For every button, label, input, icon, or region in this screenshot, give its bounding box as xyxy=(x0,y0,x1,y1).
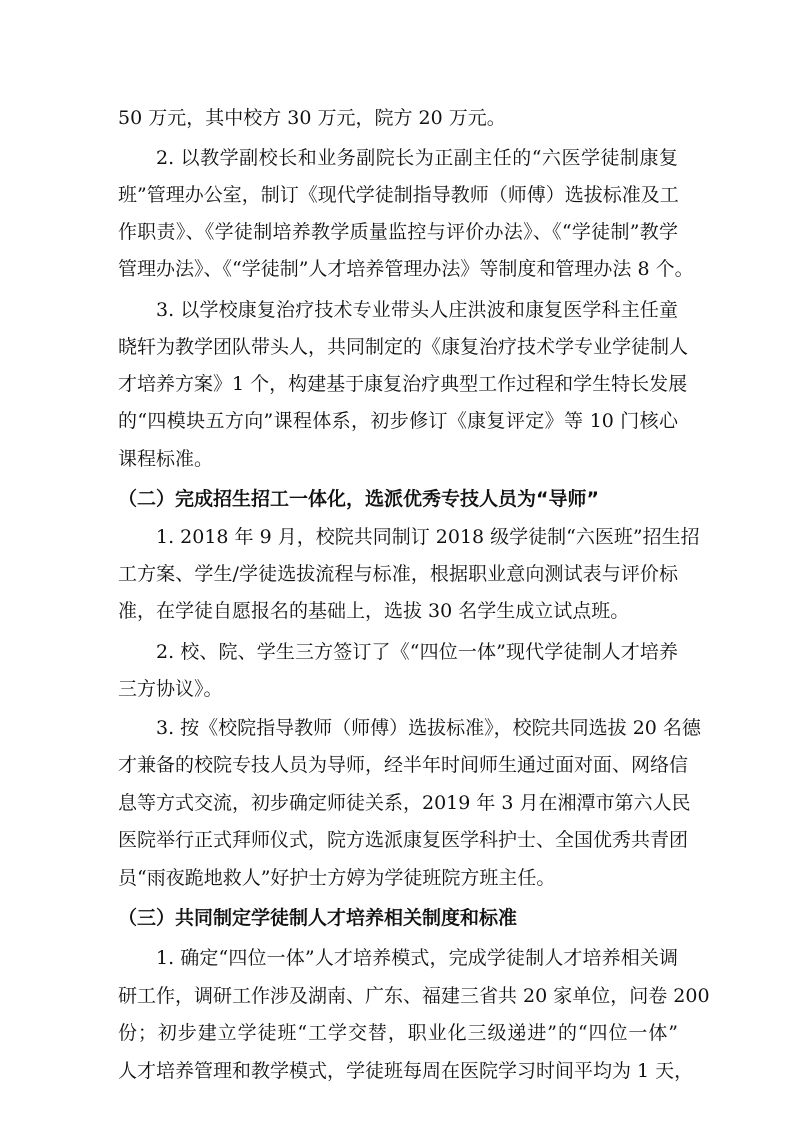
text-line: 准，在学徒自愿报名的基础上，选拔 30 名学生成立试点班。 xyxy=(118,600,630,622)
text-line: 员“雨夜跪地救人”好护士方婷为学徒班院方班主任。 xyxy=(118,867,556,889)
text-line: 才兼备的校院专技人员为导师，经半年时间师生通过面对面、网络信 xyxy=(118,754,689,776)
text-line: 50 万元，其中校方 30 万元，院方 20 万元。 xyxy=(118,107,506,129)
text-line: 3. 按《校院指导教师（师傅）选拔标准》，校院共同选拔 20 名德 xyxy=(156,717,701,739)
text-line: 作职责》、《学徒制培养教学质量监控与评价办法》、《“学徒制”教学 xyxy=(118,221,678,243)
text-line: 的“四模块五方向”课程体系，初步修订《康复评定》等 10 门核心 xyxy=(118,410,678,432)
text-line: 管理办法》、《“学徒制”人才培养管理办法》等制度和管理办法 8 个。 xyxy=(118,258,694,280)
section-heading: （三）共同制定学徒制人才培养相关制度和标准 xyxy=(118,907,518,929)
text-line: 份；初步建立学徒班“工学交替，职业化三级递进”的“四位一体” xyxy=(118,1022,678,1044)
text-line: 研工作，调研工作涉及湖南、广东、福建三省共 20 家单位，问卷 200 xyxy=(118,985,710,1007)
text-line: 工方案、学生/学徒选拔流程与标准，根据职业意向测试表与评价标 xyxy=(118,563,678,585)
text-line: 1. 2018 年 9 月，校院共同制订 2018 级学徒制“六医班”招生招 xyxy=(156,526,700,548)
text-line: 1. 确定“四位一体”人才培养模式，完成学徒制人才培养相关调 xyxy=(156,947,678,969)
text-line: 医院举行正式拜师仪式，院方选派康复医学科护士、全国优秀共青团 xyxy=(118,829,689,851)
text-line: 才培养方案》1 个，构建基于康复治疗典型工作过程和学生特长发展 xyxy=(118,373,688,395)
text-line: 2. 以教学副校长和业务副院长为正副主任的“六医学徒制康复 xyxy=(156,147,678,169)
text-line: 3. 以学校康复治疗技术专业带头人庄洪波和康复医学科主任童 xyxy=(156,299,678,321)
text-line: 三方协议》。 xyxy=(118,678,223,700)
text-line: 课程标准。 xyxy=(118,448,214,470)
text-line: 2. 校、院、学生三方签订了《“四位一体”现代学徒制人才培养 xyxy=(156,641,678,663)
text-line: 息等方式交流，初步确定师徒关系，2019 年 3 月在湘潭市第六人民 xyxy=(118,792,691,814)
text-line: 人才培养管理和教学模式，学徒班每周在医院学习时间平均为 1 天， xyxy=(118,1060,694,1082)
text-line: 晓轩为教学团队带头人，共同制定的《康复治疗技术学专业学徒制人 xyxy=(118,336,689,358)
section-heading: （二）完成招生招工一体化，选派优秀专技人员为“导师” xyxy=(118,488,599,510)
text-line: 班”管理办公室，制订《现代学徒制指导教师（师傅）选拔标准及工 xyxy=(118,184,679,206)
